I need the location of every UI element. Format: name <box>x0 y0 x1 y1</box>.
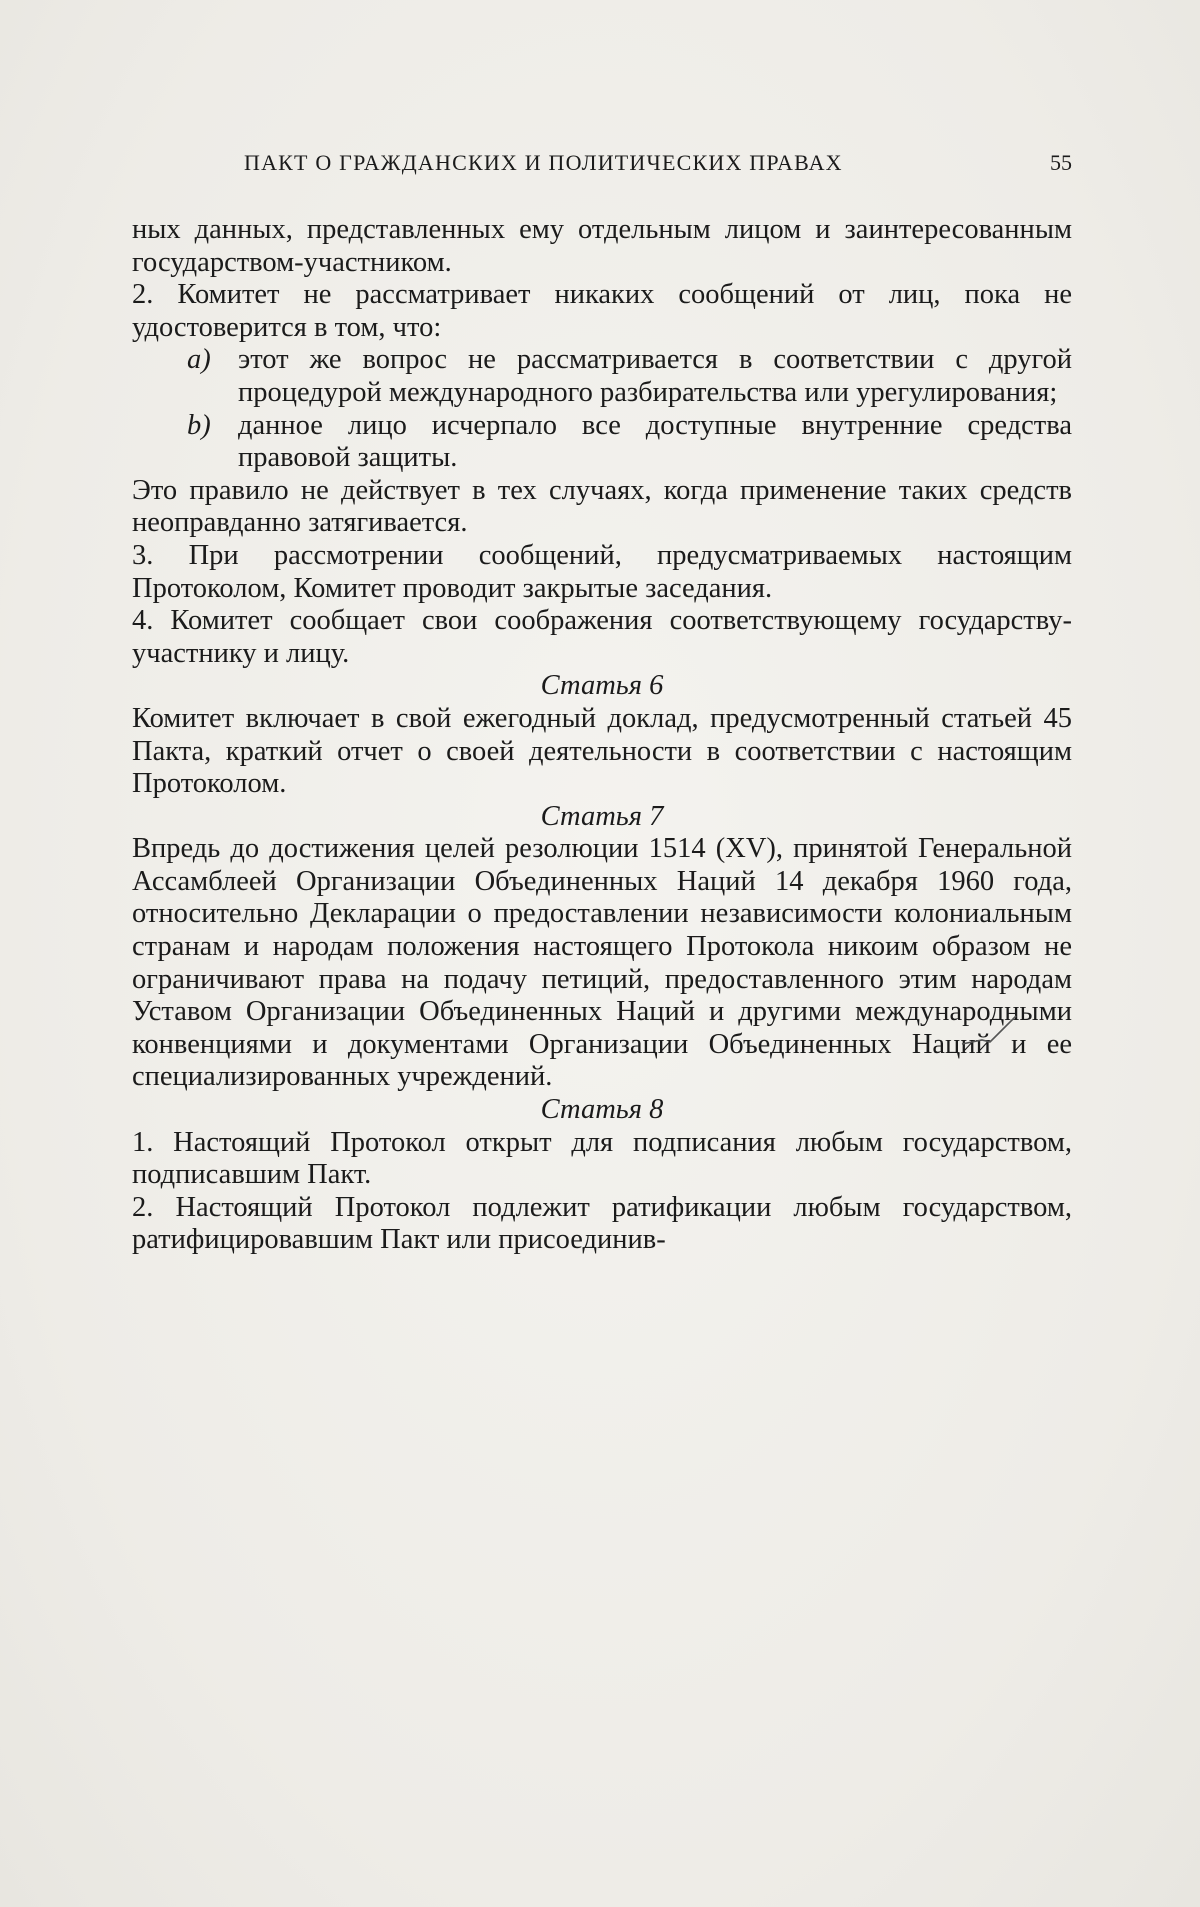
article6-heading: Статья 6 <box>540 670 664 702</box>
article8-para2: 2. Настоящий Протокол подлежит ратификации любым государством, ратифицировавшим Пакт или присоединив- <box>132 1191 1072 1256</box>
item-text: данное лицо исчерпало все доступные внутренние средства правовой защиты. <box>238 409 1072 474</box>
article5-rule: Это правило не действует в тех случаях, когда применение таких средств неоправданно затягивается. <box>132 474 1072 539</box>
page-number: 55 <box>1050 150 1072 175</box>
article6-text: Комитет включает в свой ежегодный доклад, предусмотренный статьей 45 Пакта, краткий отчет о своей деятельности в соответствии с настоящим Протоколом. <box>132 702 1072 800</box>
article7-heading: Статья 7 <box>540 800 664 832</box>
running-head <box>132 150 1072 184</box>
article5-para1-continuation: ных данных, представленных ему отдельным лицом и заинтересованным государством-участником. <box>132 214 1072 278</box>
item-marker: b) <box>187 409 211 441</box>
item-text: этот же вопрос не рассматривается в соответствии с другой процедурой международного разбирательства или урегулирования; <box>238 344 1072 408</box>
list-item <box>132 344 1072 409</box>
article5-item-list <box>132 344 1072 474</box>
article8-heading: Статья 8 <box>540 1094 664 1126</box>
article7-text: Впредь до достижения целей резолюции 1514 (XV), принятой Генеральной Ассамблеей Организации Объединенных Наций 14 декабря 1960 года, относительно Декларации о предоставлении независимости колониальным странам и народам положения настоящего Протокола никоим образом не ограничивают права на подачу петиций, предоставленного этим народам Уставом Организации Объединенных Наций и другими международными конвенциями и документами Организации Объединенных Наций и ее специализированных учреждений. <box>132 833 1072 1093</box>
running-title: ПАКТ О ГРАЖДАНСКИХ И ПОЛИТИЧЕСКИХ ПРАВАХ <box>244 150 843 175</box>
item-marker: a) <box>187 344 211 376</box>
article5-para4: 4. Комитет сообщает свои соображения соответствующему государству-участнику и лицу. <box>132 605 1072 669</box>
article5-para2-intro: 2. Комитет не рассматривает никаких сообщений от лиц, пока не удостоверится в том, что: <box>132 279 1072 343</box>
article5-para3: 3. При рассмотрении сообщений, предусматриваемых настоящим Протоколом, Комитет проводит закрытые заседания. <box>132 539 1072 604</box>
pencil-mark <box>960 1010 1020 1050</box>
body-text <box>132 214 1072 1257</box>
list-item <box>132 410 1072 475</box>
article8-para1: 1. Настоящий Протокол открыт для подписания любым государством, подписавшим Пакт. <box>132 1126 1072 1191</box>
